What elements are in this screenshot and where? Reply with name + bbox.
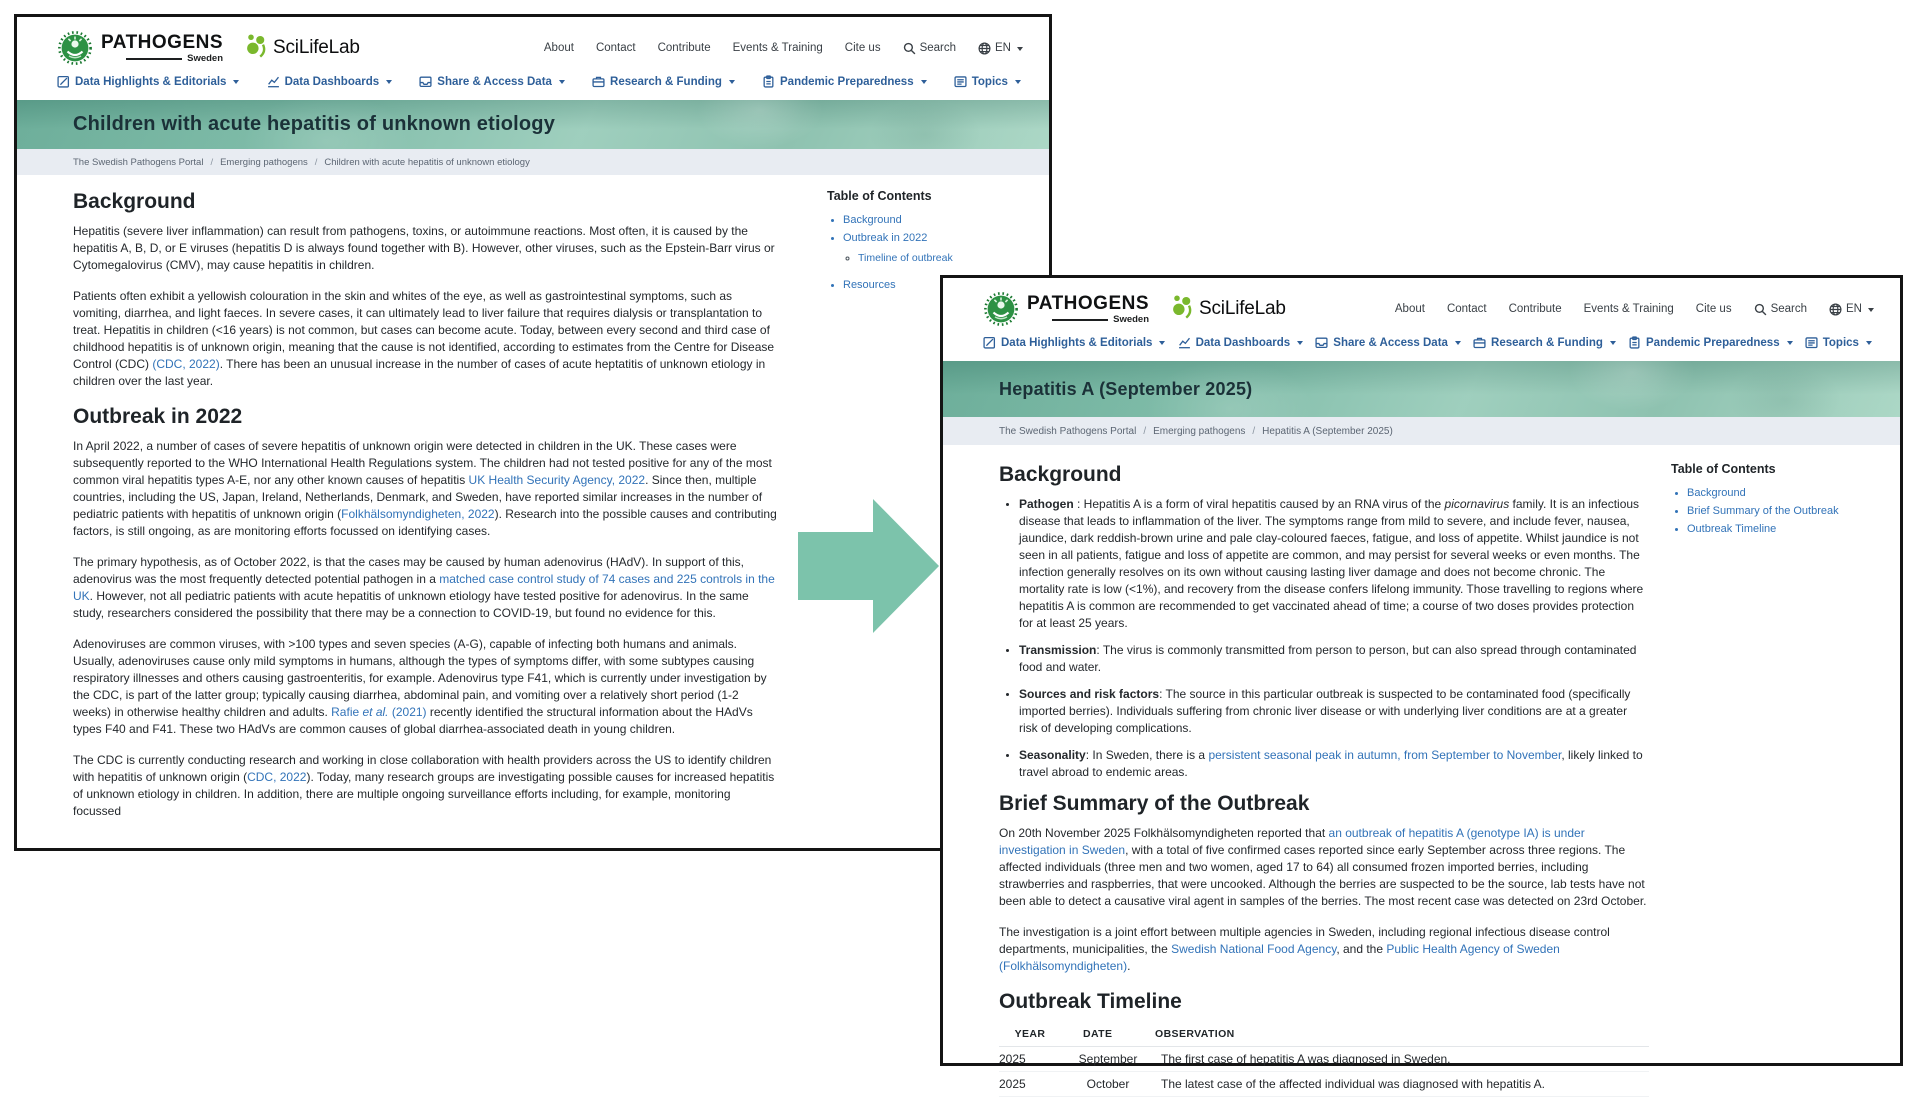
scilifelab-wordmark: SciLifeLab [273, 37, 360, 58]
pathogens-portal-logo-icon[interactable] [983, 291, 1019, 327]
inline-link[interactable]: an outbreak of hepatitis A (genotype IA) is under investigation in Sweden [999, 826, 1585, 857]
main-nav [943, 334, 1900, 361]
list-icon [954, 75, 967, 88]
toc-link[interactable]: Brief Summary of the Outbreak [1687, 505, 1839, 517]
main-nav [17, 73, 1049, 100]
article-content [73, 189, 779, 834]
clipboard-icon [1628, 336, 1641, 349]
brand-name: PATHOGENS [101, 31, 224, 53]
brand-country: Sweden [187, 52, 224, 64]
chevron-down-icon [1015, 80, 1021, 84]
brand [983, 291, 1286, 327]
breadcrumb [943, 417, 1900, 445]
bullet-seasonality: • Seasonality: In Sweden, there is a persistent seasonal peak in autumn, from September to November, likely linked to travel abroad to endemic areas. [1019, 747, 1649, 781]
chevron-down-icon [1297, 341, 1303, 345]
chevron-down-icon [1455, 341, 1461, 345]
top-nav-link[interactable]: Cite us [844, 42, 881, 54]
section-heading-outbreak-timeline: Outbreak Timeline [999, 990, 1182, 1013]
breadcrumb-item[interactable]: / Hepatitis A (September 2025) [1245, 426, 1392, 437]
cell-year: 2025 [999, 1047, 1077, 1072]
inline-link[interactable]: matched case control study of 74 cases and 225 controls in the UK [73, 572, 775, 603]
right-screenshot-window [940, 275, 1903, 1091]
table-row [999, 1072, 1649, 1097]
chevron-down-icon [729, 80, 735, 84]
scilifelab-logo-icon [1171, 293, 1195, 326]
logo-rule [126, 58, 182, 60]
top-nav-link[interactable]: Events & Training [732, 42, 823, 54]
inline-link[interactable]: Rafie [331, 705, 363, 719]
top-nav-link[interactable]: Contact [1446, 303, 1487, 315]
paragraph: The investigation is a joint effort between multiple agencies in Sweden, including regional infectious disease control departments, municipalities, the Swedish National Food Agency, and the Public Health Agency of Sweden (Folkhälsomyndigheten). [999, 925, 1610, 973]
outbreak-timeline-table [999, 1023, 1649, 1097]
paragraph: On 20th November 2025 Folkhälsomyndigheten reported that an outbreak of hepatitis A (genotype IA) is under investigation in Sweden, with a total of five confirmed cases reported since early September across three regions. The affected individuals (three men and two women, aged 17 to 64) all consumed frozen imported berries, including strawberries and raspberries, that were uncooked. Although the berries are suspected to be the source, lab tests have not been able to detect a causative viral agent in samples of the berries. The most recent case was detected on 23rd October. [999, 826, 1647, 908]
toc-title: Table of Contents [827, 189, 932, 203]
line-chart-icon [1178, 336, 1191, 349]
table-header-cell: DATE [1077, 1023, 1155, 1047]
table-of-contents [1671, 462, 1887, 537]
chevron-down-icon [1610, 341, 1616, 345]
breadcrumb-item[interactable]: / Emerging pathogens [203, 157, 307, 168]
nav-research-funding[interactable]: Research & Funding [1473, 336, 1616, 349]
logo-rule [1052, 319, 1108, 321]
scilifelab-wordmark: SciLifeLab [1199, 298, 1286, 319]
toc-link-resources[interactable]: Resources [843, 279, 896, 291]
table-row [999, 1047, 1649, 1072]
page-title: Children with acute hepatitis of unknown etiology [73, 113, 556, 135]
pathogens-logotype[interactable] [1027, 294, 1149, 325]
toc-link-outbreak-2022[interactable]: Outbreak in 2022 [843, 232, 928, 244]
toc-item [843, 210, 1027, 228]
note-pencil-icon [57, 75, 70, 88]
site-header [17, 17, 1049, 73]
paragraph: The CDC is currently conducting research and working in close collaboration with health providers across the US to identify children with hepatitis of unknown origin (CDC, 2022). Today, many research groups are investigating possible causes for increased hepatitis of unknown etiology in children. In addition, there are multiple ongoing surveillance efforts including, for example, monitoring focussed [73, 753, 775, 818]
inline-link[interactable]: (CDC, 2022) [152, 357, 220, 371]
paragraph: Adenoviruses are common viruses, with >100 types and seven species (A-G), capable of infecting both humans and animals. Usually, adenoviruses cause only mild symptoms in humans, although the types of symptoms differ, with some subtypes causing respiratory illnesses and others causing gastroenteritis, for example. Adenovirus type F41, which is currently under investigation by the CDC, is part of the latter group; typically causing diarrhea, abdominal pain, and vomiting over a relatively short period (1-2 weeks) in otherwise healthy children and adults. Rafie et al. (2021) recently identified the structural information about the HAdVs types F40 and F41. These two HAdVs are common causes of global diarrhea-associated death in young children. [73, 637, 767, 736]
brand-name: PATHOGENS [1027, 292, 1150, 314]
inline-link[interactable]: Swedish National Food Agency [1171, 942, 1337, 956]
paragraph: Hepatitis (severe liver inflammation) can result from pathogens, toxins, or autoimmune reactions. Most often, it is caused by the hepatitis A, B, D, or E viruses (hepatitis D is always found together with B). However, other viruses, such as the Epstein-Barr virus or Cytomegalovirus (CMV), may cause hepatitis in children. [73, 224, 775, 272]
table-header-cell: YEAR [999, 1023, 1077, 1047]
top-nav-link[interactable]: Cite us [1695, 303, 1732, 315]
table-header-row [999, 1023, 1649, 1047]
top-nav-link[interactable]: Contribute [657, 42, 711, 54]
site-header [943, 278, 1900, 334]
top-nav [544, 42, 1023, 55]
page-title: Hepatitis A (September 2025) [999, 378, 1253, 399]
paragraph: The primary hypothesis, as of October 2022, is that the cases may be caused by human adenovirus (HAdV). In support of this, adenovirus was the most frequently detected potential pathogen in a matched case control study of 74 cases and 225 controls in the UK. However, not all pediatric patients with acute hepatitis of unknown etiology have tested positive for adenovirus. In the same study, researchers considered the possibility that there may be a connection to COVID-19, but found no evidence for this. [73, 555, 775, 620]
scilifelab-logo-icon [245, 32, 269, 65]
nav-pandemic-preparedness[interactable]: Pandemic Preparedness [1628, 336, 1793, 349]
breadcrumb-item[interactable]: / Emerging pathogens [1136, 426, 1245, 437]
chevron-down-icon [1159, 341, 1165, 345]
toc-link[interactable]: Outbreak Timeline [1687, 523, 1777, 535]
toc-link-timeline-of-outbreak[interactable]: Timeline of outbreak [858, 252, 953, 264]
search-icon [1754, 303, 1767, 316]
cell-date: October [1077, 1072, 1155, 1097]
language-selector[interactable]: EN [978, 42, 1023, 55]
nav-topics[interactable]: Topics [954, 75, 1021, 88]
nav-pandemic-preparedness[interactable]: Pandemic Preparedness [762, 75, 927, 88]
page-hero [943, 361, 1900, 417]
toc-item [1687, 519, 1887, 537]
chevron-down-icon [1866, 341, 1872, 345]
globe-icon [978, 42, 991, 55]
globe-icon [1829, 303, 1842, 316]
search-icon [903, 42, 916, 55]
briefcase-icon [592, 75, 605, 88]
toc-item [843, 228, 1027, 266]
cell-year: 2025 [999, 1072, 1077, 1097]
chevron-down-icon [1787, 341, 1793, 345]
toc-subitem [858, 248, 1027, 266]
search-button[interactable]: Search [903, 42, 956, 55]
chevron-down-icon [386, 80, 392, 84]
top-nav-link[interactable]: About [543, 42, 574, 54]
nav-data-dashboards[interactable]: Data Dashboards [267, 75, 393, 88]
bullet-pathogen: • Pathogen : Hepatitis A is a form of viral hepatitis caused by an RNA virus of the picornavirus family. It is an infectious disease that leads to inflammation of the liver. The symptoms range from mild to severe, and include fever, nausea, jaundice, dark reddish-brown urine and pale clay-coloured faeces, fatigue, and loss of appetite. Whilst jaundice is not seen in all patients, fatigue and loss of appetite are common, and may persist for several weeks or even months. The infection generally resolves on its own without causing lasting liver damage and does not become chronic. The mortality rate is low (<1%), and recovery from the disease confers lifelong immunity. Those travelling to regions where hepatitis A is common are recommended to get vaccinated ahead of time; a course of two doses provides protection for at least 25 years. [1019, 496, 1649, 632]
section-heading-outbreak-2022: Outbreak in 2022 [73, 405, 243, 428]
nav-share-access-data[interactable]: Share & Access Data [1315, 336, 1461, 349]
chevron-down-icon [1868, 308, 1874, 312]
section-heading-background: Background [999, 463, 1122, 486]
toc-link[interactable]: Background [1687, 487, 1746, 499]
inline-link[interactable]: Folkhälsomyndigheten, 2022 [341, 507, 495, 521]
briefcase-icon [1473, 336, 1486, 349]
paragraph: In April 2022, a number of cases of severe hepatitis of unknown origin were detected in children in the UK. These cases were subsequently reported to the WHO International Health Regulations system. The children had not tested positive for any of the most common viral hepatitis types A-E, nor any other known causes of hepatitis UK Health Security Agency, 2022. Since then, multiple countries, including the US, Japan, Ireland, Netherlands, Denmark, and Sweden, have reported similar increases in the number of pediatric patients with hepatitis of unknown origin (Folkhälsomyndigheten, 2022). Research into the possible causes and contributing factors, is still ongoing, as are monitoring efforts focussed on identifying cases. [73, 439, 777, 538]
background-bullet-list [999, 496, 1649, 781]
cell-observation: The latest case of the affected individual was diagnosed with hepatitis A. [1155, 1072, 1649, 1097]
clipboard-icon [762, 75, 775, 88]
breadcrumb-item[interactable]: The Swedish Pathogens Portal [999, 425, 1137, 437]
top-nav-link[interactable]: Contact [595, 42, 636, 54]
pathogens-logotype[interactable] [101, 33, 223, 64]
left-screenshot-window [14, 14, 1052, 851]
bullet-sources-risk-factors: • Sources and risk factors: The source in this particular outbreak is suspected to be contaminated food (specifically imported berries). Individuals suffering from chronic liver disease or with underlying liver conditions are at a greater risk of developing complications. [1019, 686, 1649, 737]
transition-arrow-icon [798, 496, 942, 636]
search-button[interactable]: Search [1754, 303, 1807, 316]
toc-link-background[interactable]: Background [843, 214, 902, 226]
data-tray-icon [419, 75, 432, 88]
note-pencil-icon [983, 336, 996, 349]
brand-country: Sweden [1113, 313, 1150, 325]
nav-data-highlights[interactable]: Data Highlights & Editorials [983, 336, 1165, 349]
nav-topics[interactable]: Topics [1805, 336, 1872, 349]
breadcrumb [17, 149, 1049, 175]
inline-link[interactable]: (2021) [388, 705, 427, 719]
toc-item [1687, 501, 1887, 519]
inline-link[interactable]: UK Health Security Agency, 2022 [468, 473, 646, 487]
article-content [999, 462, 1649, 1097]
table-header-cell: OBSERVATION [1155, 1023, 1649, 1047]
breadcrumb-item[interactable]: The Swedish Pathogens Portal [73, 156, 204, 168]
inline-link[interactable]: et al. [362, 705, 389, 719]
top-nav-link[interactable]: Events & Training [1583, 303, 1674, 315]
inline-link[interactable]: CDC, 2022 [247, 770, 307, 784]
section-heading-brief-summary: Brief Summary of the Outbreak [999, 792, 1310, 815]
page-hero [17, 100, 1049, 149]
chevron-down-icon [1017, 47, 1023, 51]
cell-date: September [1077, 1047, 1155, 1072]
chevron-down-icon [921, 80, 927, 84]
inline-link[interactable]: Public Health Agency of Sweden (Folkhälsomyndigheten) [999, 942, 1560, 973]
chevron-down-icon [233, 80, 239, 84]
nav-data-highlights[interactable]: Data Highlights & Editorials [57, 75, 239, 88]
top-nav-link[interactable]: About [1394, 303, 1425, 315]
cell-observation: The first case of hepatitis A was diagnosed in Sweden. [1155, 1047, 1649, 1072]
scilifelab-logo[interactable] [1171, 293, 1286, 326]
toc-item [1687, 483, 1887, 501]
bullet-transmission: • Transmission: The virus is commonly transmitted from person to person, but can also spread through contaminated food and water. [1019, 642, 1649, 676]
language-selector[interactable]: EN [1829, 303, 1874, 316]
nav-share-access-data[interactable]: Share & Access Data [419, 75, 565, 88]
chevron-down-icon [559, 80, 565, 84]
scilifelab-logo[interactable] [245, 32, 360, 65]
top-nav-link[interactable]: Contribute [1508, 303, 1562, 315]
breadcrumb-item[interactable]: / Children with acute hepatitis of unknown etiology [308, 157, 530, 168]
section-heading-background: Background [73, 190, 196, 213]
pathogens-portal-logo-icon[interactable] [57, 30, 93, 66]
paragraph: Patients often exhibit a yellowish colouration in the skin and whites of the eye, as well as gastrointestinal symptoms, such as vomiting, diarrhea, and light faeces. In severe cases, it can ultimately lead to liver failure that requires dialysis or transplantation to treat. Hepatitis in children (<16 years) is not common, but cases can become acute. Today, between every second and third case of childhood hepatitis is of unknown origin, meaning that the cause is not identified, according to estimates from the Centre for Disease Control (CDC) (CDC, 2022). There has been an unusual increase in the number of cases of acute heptatitis of unknown etiology in children over the last year. [73, 289, 775, 388]
line-chart-icon [267, 75, 280, 88]
inline-link[interactable]: persistent seasonal peak in autumn, from September to November [1208, 748, 1562, 762]
top-nav [1395, 303, 1874, 316]
nav-research-funding[interactable]: Research & Funding [592, 75, 735, 88]
brand [57, 30, 360, 66]
data-tray-icon [1315, 336, 1328, 349]
nav-data-dashboards[interactable]: Data Dashboards [1178, 336, 1304, 349]
toc-title: Table of Contents [1671, 462, 1776, 476]
list-icon [1805, 336, 1818, 349]
